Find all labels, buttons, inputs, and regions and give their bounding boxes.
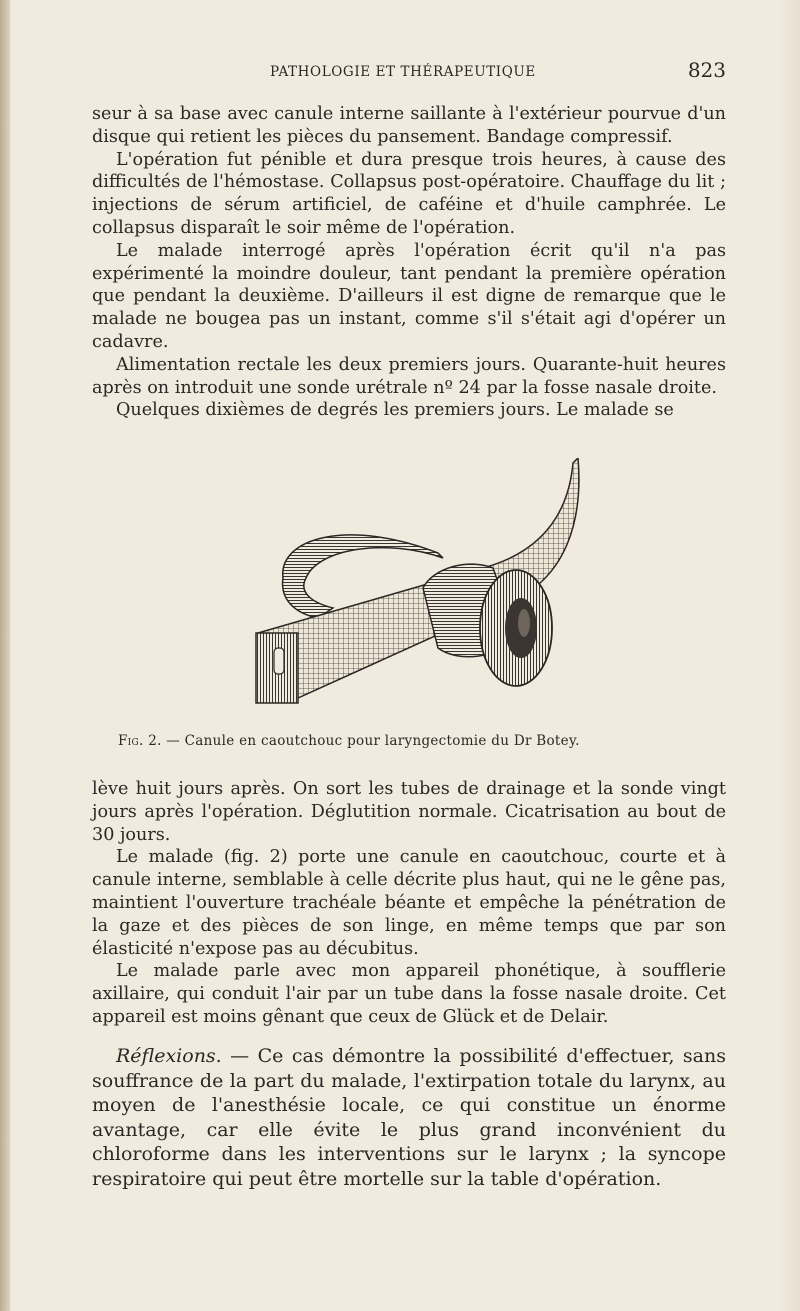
caption-text: — Canule en caoutchouc pour laryngectomie du Dr Botey.	[166, 733, 580, 749]
page-left-edge	[0, 0, 10, 1311]
reflexions-paragraph	[92, 1044, 726, 1192]
running-head: PATHOLOGIE ET THÉRAPEUTIQUE	[270, 64, 536, 80]
figure-caption	[118, 733, 718, 749]
cannula-drawing	[238, 458, 588, 718]
reflexions-label: Réflexions.	[116, 1045, 222, 1067]
paragraph	[92, 1044, 726, 1192]
paragraph: Le malade parle avec mon appareil phonétique, à soufflerie axillaire, qui conduit l'air par un tube dans la fosse nasale droite. Cet appareil est moins gênant que ceux de Glück et de Delair.	[92, 961, 726, 1027]
paragraph: lève huit jours après. On sort les tubes de drainage et la sonde vingt jours après l'opération. Déglutition normale. Cicatrisation au bout de 30 jours.	[92, 779, 726, 845]
caption-label: Fig. 2.	[118, 733, 162, 749]
paragraph: Alimentation rectale les deux premiers jours. Quarante-huit heures après on introduit une sonde urétrale nº 24 par la fosse nasale droite.	[92, 354, 726, 398]
paragraph: Le malade (fig. 2) porte une canule en caoutchouc, courte et à canule interne, semblable à celle décrite plus haut, qui ne le gêne pas, maintient l'ouverture trachéale béante et empêche la pénétration de la gaze et des pièces de son linge, en même temps que par son élasticité n'expose pas au décubitus.	[92, 847, 726, 959]
body-text-top	[92, 103, 726, 422]
figure-cannula-illustration	[238, 458, 588, 718]
paragraph: L'opération fut pénible et dura presque trois heures, à cause des difficultés de l'hémostase. Collapsus post-opératoire. Chauffage du lit ; injections de sérum artificiel, de caféine et d'huile camphrée. Le collapsus disparaît le soir même de l'opération.	[92, 149, 726, 238]
page-number: 823	[687, 58, 726, 82]
paragraph: Quelques dixièmes de degrés les premiers jours. Le malade se	[116, 400, 674, 421]
page-header	[92, 58, 726, 88]
body-text-bottom	[92, 778, 726, 1029]
paragraph: seur à sa base avec canule interne saillante à l'extérieur pourvue d'un disque qui retient les pièces du pansement. Bandage compressif.	[92, 104, 726, 147]
paragraph: Le malade interrogé après l'opération écrit qu'il n'a pas expérimenté la moindre douleur, tant pendant la première opération que pendant la deuxième. D'ailleurs il est digne de remarque que le malade ne bougea pas un instant, comme s'il s'était agi d'opérer un cadavre.	[92, 240, 726, 352]
reflexions-text: — Ce cas démontre la possibilité d'effectuer, sans souffrance de la part du malade, l'extirpation totale du larynx, au moyen de l'anesthésie locale, ce qui constitue un énorme avantage, car elle évite le plus grand inconvénient du chloroforme dans les interventions sur le larynx ; la syncope respiratoire qui peut être mortelle sur la table d'opération.	[92, 1045, 726, 1190]
